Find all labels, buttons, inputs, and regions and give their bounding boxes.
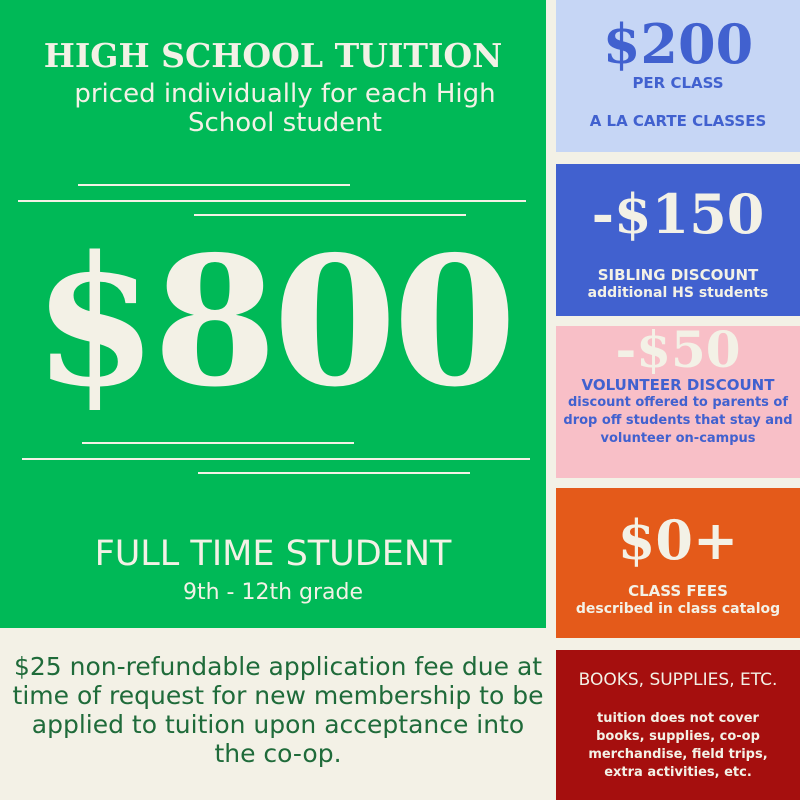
decorative-line	[22, 458, 530, 460]
sibling-label: SIBLING DISCOUNT	[597, 266, 759, 284]
decorative-line	[194, 214, 466, 216]
class-fees-box	[556, 488, 800, 638]
books-supplies-box	[556, 650, 800, 800]
decorative-line	[78, 184, 350, 186]
sibling-sublabel: additional HS students	[587, 285, 769, 301]
volunteer-sublabel: discount offered to parents of drop off students that stay and volunteer on-campus	[563, 395, 793, 446]
volunteer-amount: -$50	[615, 320, 741, 379]
class-fees-amount: $0+	[617, 508, 739, 572]
student-type: FULL TIME STUDENT	[94, 534, 452, 574]
books-heading: BOOKS, SUPPLIES, ETC.	[578, 670, 778, 690]
page-title: HIGH SCHOOL TUITION	[43, 36, 503, 75]
sibling-amount: -$150	[591, 182, 765, 246]
grade-range: 9th - 12th grade	[182, 580, 364, 605]
class-fees-label: CLASS FEES	[628, 582, 728, 600]
alacarte-box	[556, 0, 800, 152]
subtitle: priced individually for each High School student	[74, 79, 496, 138]
volunteer-discount-box	[556, 320, 800, 478]
alacarte-amount: $200	[602, 12, 754, 76]
volunteer-label: VOLUNTEER DISCOUNT	[581, 376, 775, 394]
alacarte-sublabel: A LA CARTE CLASSES	[589, 112, 767, 130]
decorative-line	[82, 442, 354, 444]
decorative-line	[18, 200, 526, 202]
class-fees-sublabel: described in class catalog	[575, 601, 781, 617]
tuition-price: $800	[33, 217, 513, 426]
sibling-discount-box	[556, 164, 800, 316]
application-fee-note: $25 non-refundable application fee due at time of request for new membership to be applied to tuition upon acceptance into the co-op.	[12, 652, 544, 768]
alacarte-label: PER CLASS	[632, 74, 724, 92]
books-text: tuition does not cover books, supplies, co-op merchandise, field trips, extra activities, etc.	[588, 711, 768, 780]
decorative-line	[198, 472, 470, 474]
